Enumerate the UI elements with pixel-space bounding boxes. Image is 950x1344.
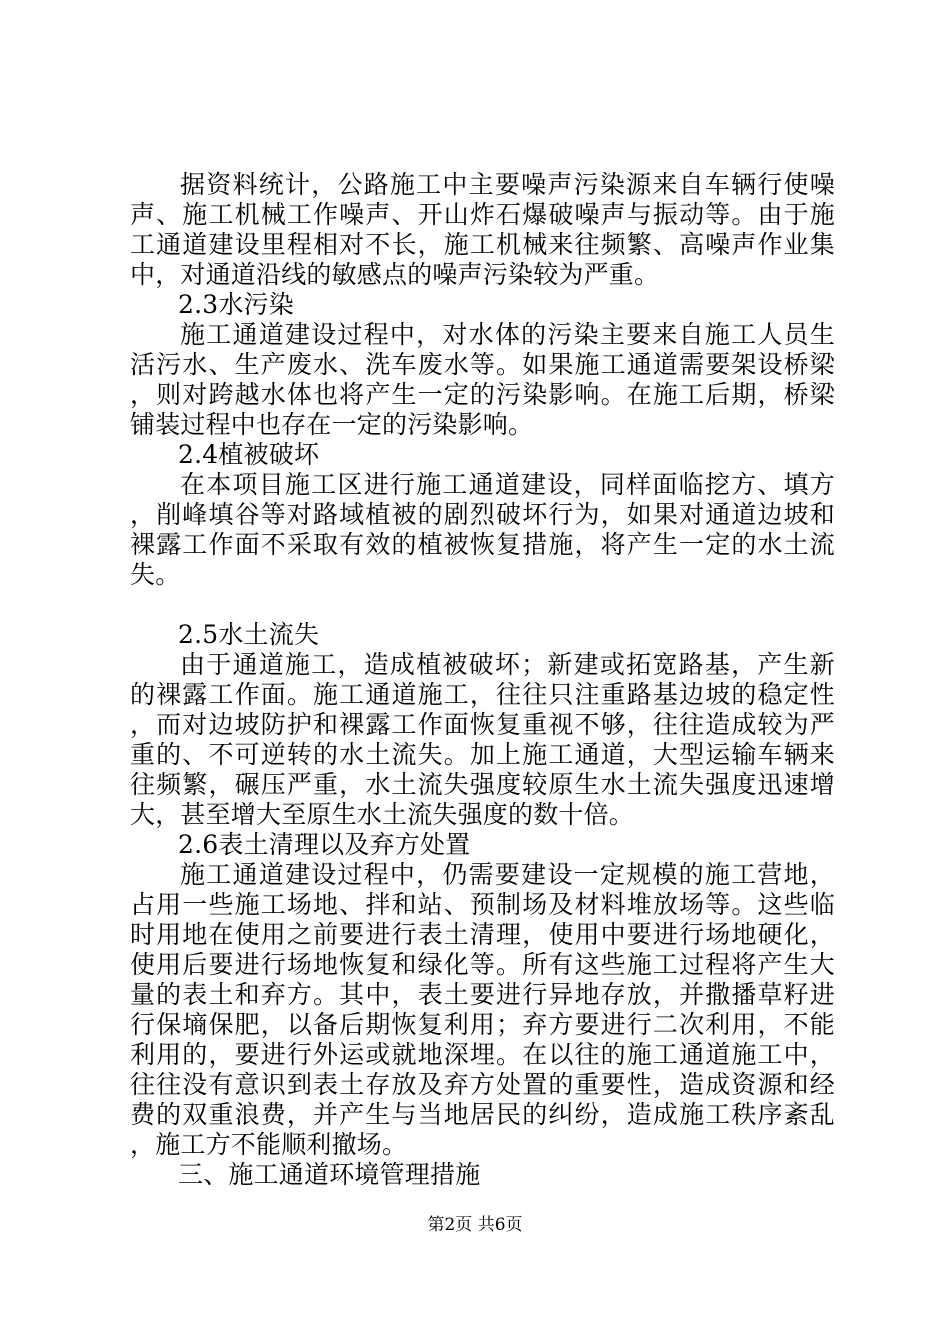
blank-line: [130, 590, 835, 620]
paragraph-vegetation-damage: 在本项目施工区进行施工通道建设，同样面临挖方、填方，削峰填谷等对路域植被的剧烈破坏行为，如果对通道边坡和裸露工作面不采取有效的植被恢复措施，将产生一定的水土流失。: [130, 470, 835, 589]
heading-topsoil-spoil: 2.6表土清理以及弃方处置: [178, 830, 471, 859]
heading-soil-erosion: 2.5水土流失: [178, 620, 320, 649]
paragraph-noise-pollution: 据资料统计，公路施工中主要噪声污染源来自车辆行使噪声、施工机械工作噪声、开山炸石爆破噪声与振动等。由于施工通道建设里程相对不长，施工机械来往频繁、高噪声作业集中，对通道沿线的敏感点的噪声污染较为严重。: [130, 170, 835, 289]
paragraph-water-pollution: 施工通道建设过程中，对水体的污染主要来自施工人员生活污水、生产废水、洗车废水等。如果施工通道需要架设桥梁，则对跨越水体也将产生一定的污染影响。在施工后期，桥梁铺装过程中也存在一定的污染影响。: [130, 320, 835, 439]
page-footer: [0, 1214, 950, 1236]
paragraph-topsoil-spoil: 施工通道建设过程中，仍需要建设一定规模的施工营地，占用一些施工场地、拌和站、预制场及材料堆放场等。这些临时用地在使用之前要进行表土清理，使用中要进行场地硬化，使用后要进行场地恢复和绿化等。所有这些施工过程将产生大量的表土和弃方。其中，表土要进行异地存放，并撒播草籽进行保墒保肥，以备后期恢复利用；弃方要进行二次利用，不能利用的，要进行外运或就地深埋。在以往的施工通道施工中，往往没有意识到表土存放及弃方处置的重要性，造成资源和经费的双重浪费，并产生与当地居民的纠纷，造成施工秩序紊乱，施工方不能顺利撤场。: [130, 860, 835, 1159]
paragraph-soil-erosion: 由于通道施工，造成植被破坏；新建或拓宽路基，产生新的裸露工作面。施工通道施工，往往只注重路基边坡的稳定性，而对边坡防护和裸露工作面恢复重视不够，往往造成较为严重的、不可逆转的水土流失。加上施工通道，大型运输车辆来往频繁，碾压严重，水土流失强度较原生水土流失强度迅速增大，甚至增大至原生水土流失强度的数十倍。: [130, 650, 835, 829]
heading-section-three: 三、施工通道环境管理措施: [178, 1160, 481, 1189]
heading-water-pollution: 2.3水污染: [178, 290, 294, 319]
document-body: [130, 170, 835, 1190]
page-number-label: 第2页 共6页: [427, 1215, 523, 1235]
heading-vegetation-damage: 2.4植被破坏: [178, 440, 320, 469]
